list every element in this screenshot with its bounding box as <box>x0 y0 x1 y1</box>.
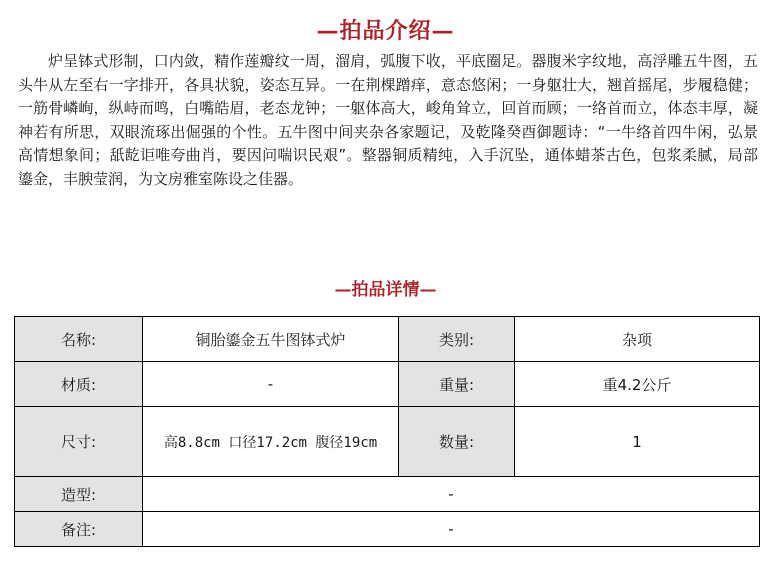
table-row <box>15 362 760 407</box>
quantity-label: 数量: <box>399 407 515 477</box>
intro-section-title: —拍品介绍— <box>316 18 455 44</box>
category-label: 类别: <box>399 317 515 362</box>
intro-paragraph: 炉呈钵式形制，口内敛，精作莲瓣纹一周，溜肩，弧腹下收，平底圈足。器腹米字纹地，高浮雕五牛图，五头牛从左至右一字排开，各具状貌，姿态互异。一在荆棵蹭痒，意态悠闲；一身躯壮大，翘首摇尾，步履稳健；一筋骨嶙峋，纵峙而鸣，白嘴皓眉，老态龙钟；一躯体高大，峻角耸立，回首而顾；一络首而立，体态丰厚，凝神若有所思，双眼流琢出倔强的个性。五牛图中间夹杂各家题记，及乾隆癸酉御题诗：“一牛络首四牛闲，弘景高情想象间；舐龁讵唯夸曲肖，要因问喘识民艰”。整器铜质精纯，入手沉坠，通体蜡茶古色，包浆柔腻，局部鎏金，丰腴莹润，为文房雅室陈设之佳器。 <box>18 52 758 188</box>
name-label: 名称: <box>15 317 143 362</box>
weight-value: 重4.2公斤 <box>515 362 760 407</box>
weight-label: 重量: <box>399 362 515 407</box>
name-value: 铜胎鎏金五牛图钵式炉 <box>143 317 399 362</box>
table-row <box>15 407 760 477</box>
notes-label: 备注: <box>15 512 143 547</box>
shape-label: 造型: <box>15 477 143 512</box>
details-table <box>14 316 760 547</box>
quantity-value: 1 <box>515 407 760 477</box>
shape-value: - <box>143 477 760 512</box>
material-label: 材质: <box>15 362 143 407</box>
category-value: 杂项 <box>515 317 760 362</box>
details-section-title: —拍品详情— <box>334 280 437 300</box>
table-row <box>15 512 760 547</box>
size-label: 尺寸: <box>15 407 143 477</box>
material-value: - <box>143 362 399 407</box>
size-value: 高8.8cm 口径17.2cm 腹径19cm <box>143 407 399 477</box>
notes-value: - <box>143 512 760 547</box>
table-row <box>15 317 760 362</box>
table-row <box>15 477 760 512</box>
